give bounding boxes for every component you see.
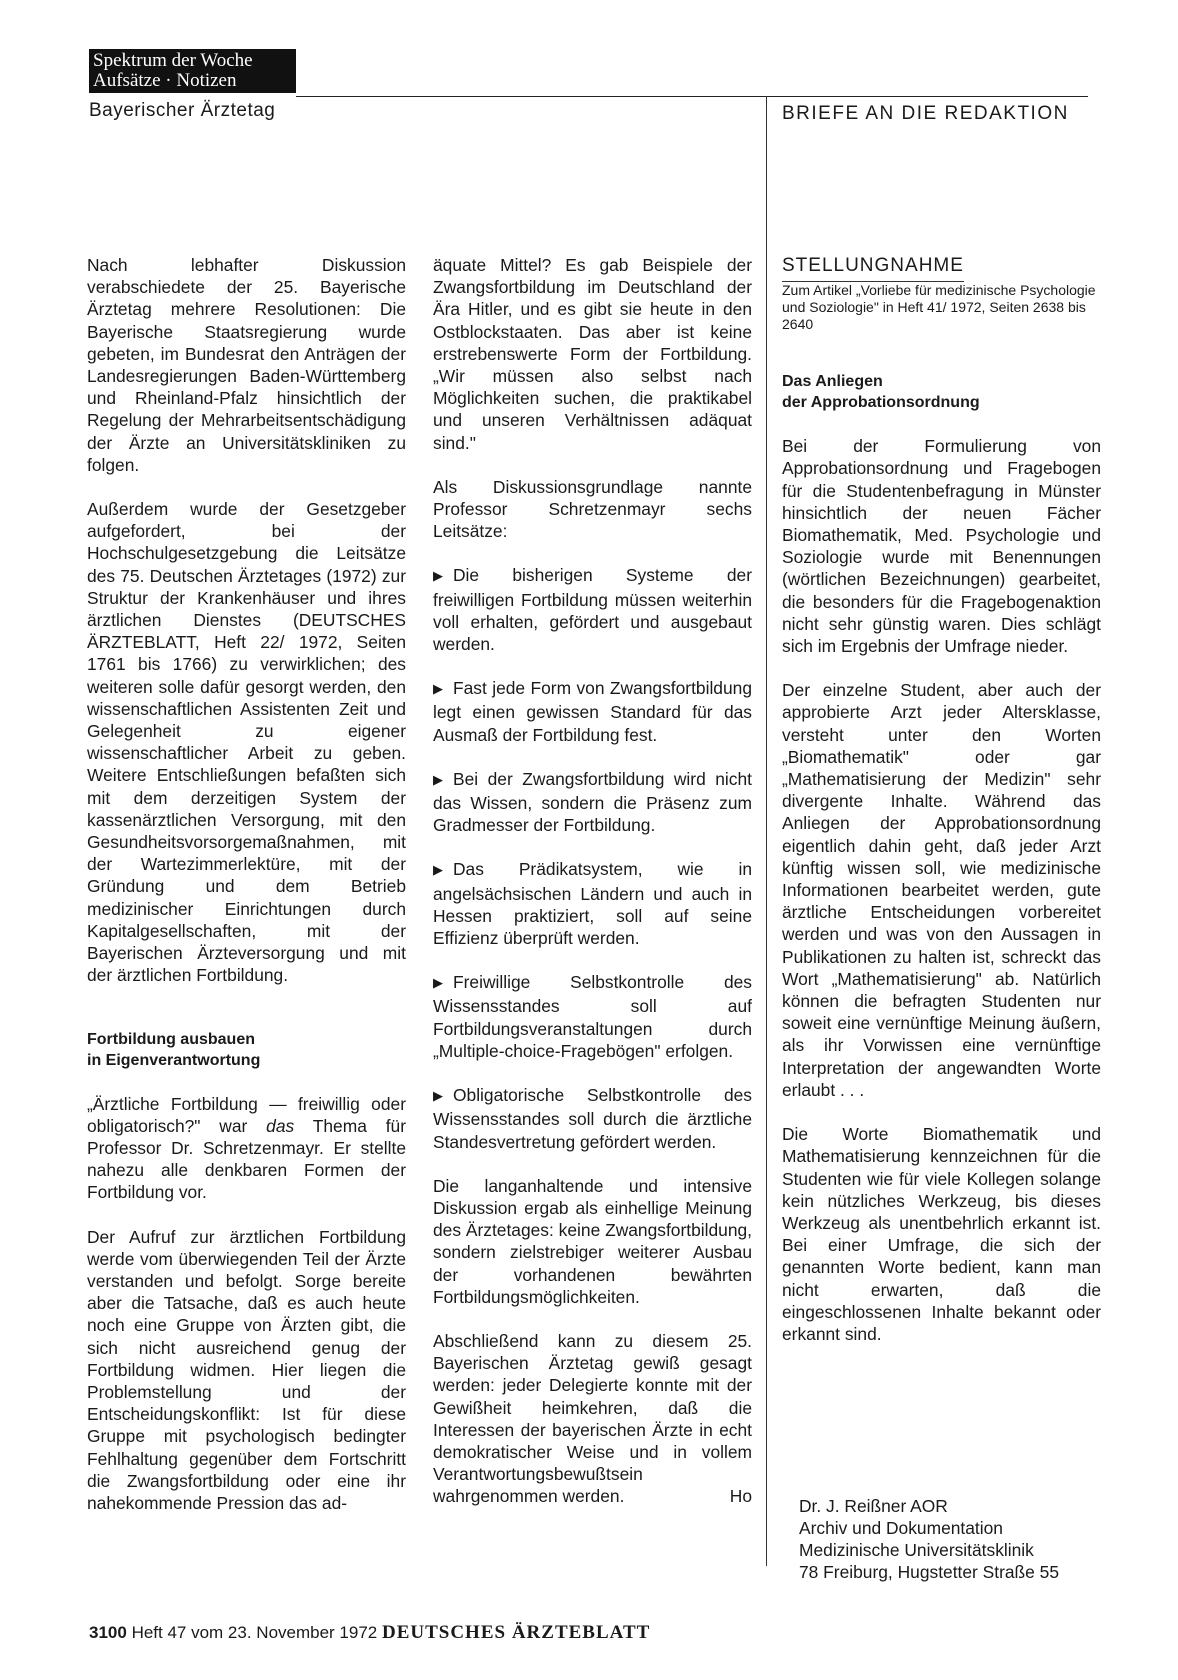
emphasis: das	[266, 1115, 295, 1136]
triangle-right-icon: ▶	[433, 568, 443, 584]
header-rule-right	[766, 96, 1088, 97]
paragraph: Die Worte Biomathematik und Mathematisierung kennzeichnen für die Studenten wie für viele Kollegen solange kein nützliches Werkzeug, bis dieses Werkzeug als unentbehrlich erkannt ist. Bei einer Umfrage, die sich der genannten Worte bedient, kann man nicht erwarten, daß die eingeschlossenen Inhalte bekannt oder erkannt sind.	[782, 1124, 1101, 1344]
guideline-item	[433, 1084, 752, 1153]
subheading-line: Fortbildung ausbauen	[87, 1030, 255, 1048]
letter-signature	[799, 1495, 1059, 1583]
triangle-right-icon: ▶	[433, 1088, 443, 1104]
signature-line: Archiv und Dokumentation	[799, 1518, 1003, 1538]
section-badge-line2: Aufsätze · Notizen	[93, 70, 237, 91]
paragraph: äquate Mittel? Es gab Beispiele der Zwangsfortbildung im Deutschland der Ära Hitler, und es gibt sie heute in den Ostblockstaaten. Das aber ist keine erstrebenswerte Form der Fortbildung. „Wir müssen also selbst nach Möglichkeiten suchen, die praktikabel und unseren Verhältnissen adäquat sind."	[433, 255, 752, 453]
triangle-right-icon: ▶	[433, 975, 443, 991]
header-rule-left	[296, 96, 766, 97]
paragraph: Der Aufruf zur ärztlichen Fortbildung werde vom überwiegenden Teil der Ärzte verstanden und befolgt. Sorge bereite aber die Tatsache, daß es auch heute noch eine Gruppe von Ärzten gibt, die sich nicht ausreichend genug der Fortbildung widmen. Hier liegen die Problemstellung und der Entscheidungskonflikt: Ist für diese Gruppe mit psychologisch bedingter Fehlhaltung gegenüber dem Fortschritt die Zwangsfortbildung oder eine ihr nahekommende Pression das ad-	[87, 1226, 406, 1513]
author-initials: Ho	[729, 1486, 752, 1507]
section-badge	[89, 49, 296, 93]
signature-line: Medizinische Universitätsklinik	[799, 1540, 1034, 1560]
letters-column	[782, 254, 1101, 1367]
subheading	[87, 1029, 406, 1071]
article-column-1	[87, 254, 406, 1536]
text-run: „Ärztliche Fortbildung — freiwillig oder obligatorisch?" war	[87, 1093, 406, 1136]
guideline-item	[433, 677, 752, 746]
paragraph: Bei der Formulierung von Approbationsordnung und Fragebogen für die Studentenbefragung in Münster hinsichtlich der neuen Fächer Biomathematik, Med. Psychologie und Soziologie wurde mit Benennungen (wörtlichen Bezeichnungen) gearbeitet, die besonders für die Fragebogenaktion nicht sehr günstig waren. Dies schlägt sich im Ergebnis der Umfrage nieder.	[782, 436, 1101, 657]
paragraph: Der einzelne Student, aber auch der approbierte Arzt jeder Altersklasse, versteht unter den Worten „Biomathematik" oder gar „Mathematisierung der Medizin" sehr divergente Inhalte. Während das Anliegen der Approbationsordnung eigentlich dahin geht, daß jeder Arzt künftig wissen soll, wie medizinische Informationen bearbeitet werden, gute ärztliche Entscheidungen vorbereitet werden und was von den Aussagen in Publikationen zu halten ist, schreckt das Wort „Mathematisierung" ab. Natürlich können die befragten Studenten nur soweit eine vernünftige Meinung äußern, als ihr Vorwissen eine vernünftige Interpretation der angewandten Worte erlaubt . . .	[782, 680, 1101, 1100]
article-column-2	[433, 254, 752, 1530]
paragraph: Nach lebhafter Diskussion verabschiedete der 25. Bayerische Ärztetag mehrere Resolutionen: Die Bayerische Staatsregierung wurde gebeten, im Bundesrat den Anträgen der Landesregierungen Baden-Württemberg und Rheinland-Pfalz hinsichtlich der Regelung der Mehrarbeitsentschädigung der Ärzte an Universitätskliniken zu folgen.	[87, 255, 406, 475]
section-badge-line1: Spektrum der Woche	[93, 50, 253, 71]
page-footer	[89, 1622, 650, 1644]
section-title-right: BRIEFE AN DIE REDAKTION	[782, 103, 1069, 124]
guideline-text: Das Prädikatsystem, wie in angelsächsischen Ländern und auch in Hessen praktiziert, soll auf seine Effizienz überprüft werden.	[433, 859, 752, 949]
magazine-name: DEUTSCHES ÄRZTEBLATT	[381, 1622, 651, 1643]
guideline-text: Freiwillige Selbstkontrolle des Wissensstandes soll auf Fortbildungsveranstaltungen durch „Multiple-choice-Fragebögen" erfolgen.	[433, 972, 752, 1061]
subheading-line: der Approbationsordnung	[782, 394, 980, 412]
signature-line: 78 Freiburg, Hugstetter Straße 55	[799, 1562, 1060, 1582]
issue-info: Heft 47 vom 23. November 1972	[131, 1623, 378, 1642]
guideline-text: Die bisherigen Systeme der freiwilligen Fortbildung müssen weiterhin voll erhalten, gefördert und ausgebaut werden.	[433, 565, 752, 655]
column-divider	[766, 96, 767, 1566]
paragraph: Als Diskussionsgrundlage nannte Professor Schretzenmayr sechs Leitsätze:	[433, 476, 752, 542]
triangle-right-icon: ▶	[433, 862, 443, 878]
letter-heading: STELLUNGNAHME	[782, 255, 964, 282]
triangle-right-icon: ▶	[433, 681, 443, 697]
subheading-line: in Eigenverantwortung	[87, 1051, 261, 1069]
paragraph: Außerdem wurde der Gesetzgeber aufgefordert, bei der Hochschulgesetzgebung die Leitsätze des 75. Deutschen Ärztetages (1972) zur Struktur der Krankenhäuser und ihres ärztlichen Dienstes (DEUTSCHES ÄRZTEBLATT, Heft 22/ 1972, Seiten 1761 bis 1766) zu verwirklichen; des weiteren solle dafür gesorgt werden, den wissenschaftlichen Assistenten Zeit und Gelegenheit zu eigener wissenschaftlicher Arbeit zu geben. Weitere Entschließungen befaßten sich mit dem derzeitigen System der kassenärztlichen Versorgung, mit den Gesundheitsvorsorgemaßnahmen, mit der Wartezimmerlektüre, mit der Gründung und dem Betrieb medizinischer Einrichtungen durch Kapitalgesellschaften, mit der Bayerischen Ärzteversorgung und mit der ärztlichen Fortbildung.	[87, 499, 406, 986]
paragraph	[433, 1330, 752, 1508]
guideline-text: Bei der Zwangsfortbildung wird nicht das Wissen, sondern die Präsenz zum Gradmesser der Fortbildung.	[433, 768, 752, 836]
triangle-right-icon: ▶	[433, 771, 443, 787]
guideline-item	[433, 971, 752, 1062]
text-run: Thema für Professor Dr. Schretzenmayr. Er stellte nahezu alle denkbaren Formen der Fortbildung vor.	[87, 1115, 406, 1203]
subheading-line: Das Anliegen	[782, 373, 883, 391]
signature-line: Dr. J. Reißner AOR	[799, 1496, 948, 1516]
paragraph	[87, 1093, 406, 1204]
text-run: Abschließend kann zu diesem 25. Bayerischen Ärztetag gewiß gesagt werden: jeder Delegierte konnte mit der Gewißheit heimkehren, daß die Interessen der bayerischen Ärzte in echt demokratischer Weise und in vollem Verantwortungsbewußtsein wahrgenommen werden.	[433, 1330, 752, 1507]
paragraph: Die langanhaltende und intensive Diskussion ergab als einhellige Meinung des Ärztetages: keine Zwangsfortbildung, sondern zielstrebiger weiterer Ausbau der vorhandenen bewährten Fortbildungsmöglichkeiten.	[433, 1175, 753, 1307]
guideline-item	[433, 564, 752, 655]
page-number: 3100	[89, 1623, 127, 1642]
guideline-item	[433, 768, 752, 837]
guideline-item	[433, 858, 752, 949]
section-title-left: Bayerischer Ärztetag	[89, 100, 276, 121]
guideline-text: Obligatorische Selbstkontrolle des Wissensstandes soll durch die ärztliche Standesvertretung gefördert werden.	[433, 1085, 752, 1152]
guideline-text: Fast jede Form von Zwangsfortbildung legt einen gewissen Standard für das Ausmaß der Fortbildung fest.	[433, 678, 752, 745]
subheading	[782, 371, 1101, 413]
article-reference: Zum Artikel „Vorliebe für medizinische Psychologie und Soziologie" in Heft 41/ 1972, Seiten 2638 bis 2640	[782, 282, 1096, 333]
